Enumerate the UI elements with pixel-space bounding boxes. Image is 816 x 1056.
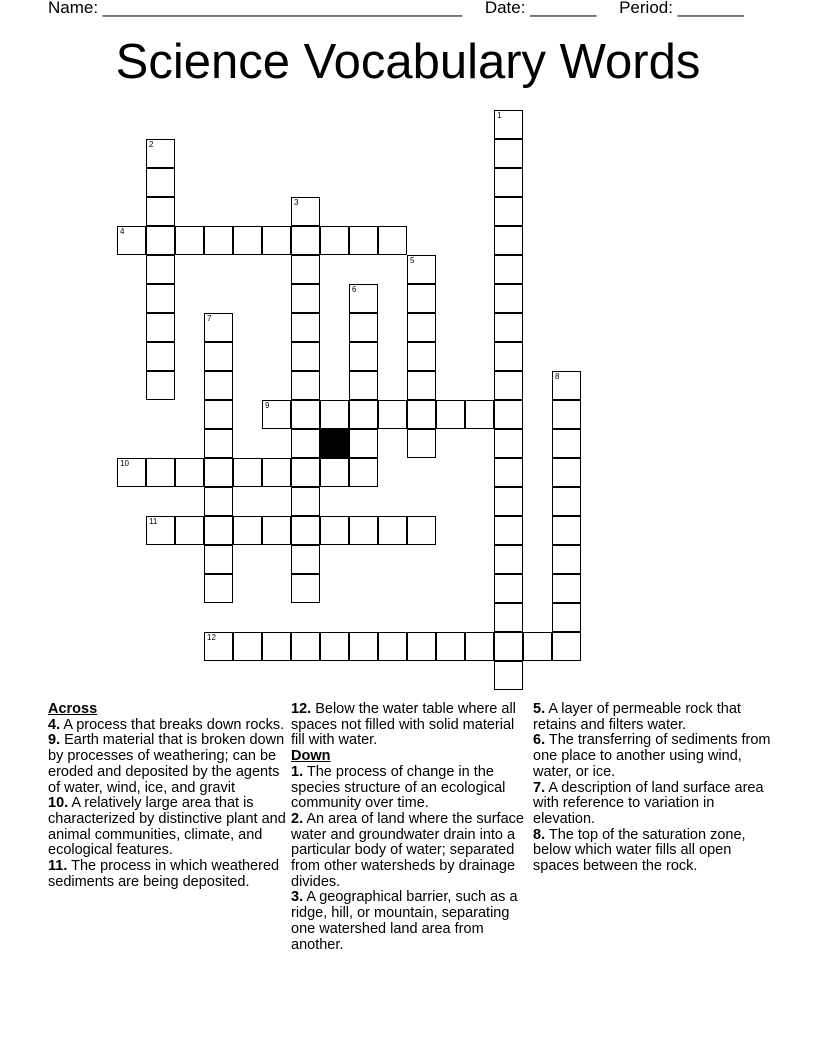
grid-cell[interactable] — [291, 342, 320, 371]
grid-cell[interactable] — [407, 313, 436, 342]
grid-cell[interactable] — [494, 197, 523, 226]
page-title: Science Vocabulary Words — [115, 35, 701, 89]
grid-cell[interactable] — [146, 226, 175, 255]
grid-cell[interactable] — [494, 487, 523, 516]
grid-cell[interactable] — [262, 226, 291, 255]
grid-cell[interactable] — [146, 168, 175, 197]
grid-cell[interactable] — [146, 516, 175, 545]
grid-cell[interactable] — [291, 371, 320, 400]
grid-cell[interactable] — [407, 255, 436, 284]
grid-cell[interactable] — [349, 342, 378, 371]
grid-cell[interactable] — [436, 400, 465, 429]
grid-cell[interactable] — [349, 226, 378, 255]
grid-cell[interactable] — [552, 371, 581, 400]
grid-cell[interactable] — [494, 342, 523, 371]
grid-cell[interactable] — [494, 429, 523, 458]
grid-cell[interactable] — [494, 574, 523, 603]
grid-cell[interactable] — [175, 516, 204, 545]
grid-cell[interactable] — [291, 313, 320, 342]
grid-cell[interactable] — [494, 110, 523, 139]
clue-down-6: 6. The transferring of sediments from one place to another using wind, water, or ice. — [533, 732, 771, 780]
across-heading: Across — [48, 701, 98, 717]
grid-cell[interactable] — [291, 255, 320, 284]
grid-cell[interactable] — [262, 458, 291, 487]
grid-cell[interactable] — [349, 371, 378, 400]
grid-cell[interactable] — [349, 284, 378, 313]
grid-cell[interactable] — [349, 632, 378, 661]
cell-number: 2 — [149, 140, 154, 149]
clue-down-5: 5. A layer of permeable rock that retains and filters water. — [533, 701, 741, 733]
grid-cell[interactable] — [204, 400, 233, 429]
grid-cell[interactable] — [233, 226, 262, 255]
grid-cell[interactable] — [204, 371, 233, 400]
grid-cell[interactable] — [117, 226, 146, 255]
grid-cell[interactable] — [552, 603, 581, 632]
grid-cell[interactable] — [291, 545, 320, 574]
cell-number: 6 — [352, 285, 357, 294]
clue-column-1 — [48, 702, 286, 890]
grid-cell[interactable] — [436, 632, 465, 661]
grid-cell[interactable] — [349, 429, 378, 458]
clue-down-8: 8. The top of the saturation zone, below which water fills all open spaces between the rock. — [533, 826, 746, 875]
grid-cell[interactable] — [291, 226, 320, 255]
grid-cell[interactable] — [146, 342, 175, 371]
grid-cell[interactable] — [494, 284, 523, 313]
grid-cell[interactable] — [146, 197, 175, 226]
grid-cell[interactable] — [320, 632, 349, 661]
grid-cell[interactable] — [378, 226, 407, 255]
grid-cell[interactable] — [204, 458, 233, 487]
grid-cell[interactable] — [407, 342, 436, 371]
grid-cell[interactable] — [291, 400, 320, 429]
clue-column-2 — [291, 702, 529, 953]
grid-cell[interactable] — [407, 429, 436, 458]
grid-cell[interactable] — [204, 313, 233, 342]
grid-cell[interactable] — [291, 197, 320, 226]
grid-cell[interactable] — [204, 632, 233, 661]
grid-cell[interactable] — [117, 458, 146, 487]
grid-cell[interactable] — [494, 400, 523, 429]
grid-cell[interactable] — [291, 516, 320, 545]
period-field-label: Period: _______ — [619, 0, 744, 17]
clue-across-9: 9. Earth material that is broken down by processes of weathering; can be eroded and deposited by the agents of water, wind, ice, and gravit — [48, 732, 285, 796]
grid-cell[interactable] — [204, 342, 233, 371]
grid-cell[interactable] — [291, 458, 320, 487]
grid-cell[interactable] — [349, 516, 378, 545]
grid-cell[interactable] — [146, 284, 175, 313]
grid-cell[interactable] — [291, 429, 320, 458]
grid-cell[interactable] — [378, 400, 407, 429]
grid-cell[interactable] — [146, 371, 175, 400]
grid-cell[interactable] — [407, 371, 436, 400]
grid-cell[interactable] — [465, 632, 494, 661]
clue-across-10: 10. A relatively large area that is characterized by distinctive plant and animal communities, climate, and ecological features. — [48, 795, 286, 859]
clue-across-4: 4. A process that breaks down rocks. — [48, 716, 285, 733]
blocked-cell — [320, 429, 349, 458]
grid-cell[interactable] — [552, 574, 581, 603]
grid-cell[interactable] — [494, 603, 523, 632]
cell-number: 11 — [149, 517, 158, 526]
grid-cell[interactable] — [320, 516, 349, 545]
cell-number: 7 — [207, 314, 212, 323]
clue-across-11: 11. The process in which weathered sediments are being deposited. — [48, 858, 280, 890]
cell-number: 3 — [294, 198, 299, 207]
cell-number: 9 — [265, 401, 270, 410]
grid-cell[interactable] — [349, 313, 378, 342]
grid-cell[interactable] — [146, 458, 175, 487]
grid-cell[interactable] — [204, 545, 233, 574]
grid-cell[interactable] — [494, 139, 523, 168]
grid-cell[interactable] — [233, 458, 262, 487]
clue-down-2: 2. An area of land where the surface water and groundwater drain into a particular body of water; separated from other watersheds by drainage divides. — [291, 810, 524, 890]
grid-cell[interactable] — [291, 574, 320, 603]
grid-cell[interactable] — [175, 458, 204, 487]
grid-cell[interactable] — [204, 429, 233, 458]
clue-column-3 — [533, 702, 771, 875]
grid-cell[interactable] — [262, 516, 291, 545]
grid-cell[interactable] — [494, 313, 523, 342]
grid-cell[interactable] — [552, 516, 581, 545]
grid-cell[interactable] — [465, 400, 494, 429]
grid-cell[interactable] — [233, 516, 262, 545]
grid-cell[interactable] — [494, 371, 523, 400]
grid-cell[interactable] — [262, 632, 291, 661]
cell-number: 4 — [120, 227, 125, 236]
grid-cell[interactable] — [552, 429, 581, 458]
grid-cell[interactable] — [494, 632, 523, 661]
grid-cell[interactable] — [291, 284, 320, 313]
grid-cell[interactable] — [146, 255, 175, 284]
clue-across-12: 12. Below the water table where all spaces not filled with solid material fill with water. — [291, 701, 516, 749]
down-heading: Down — [291, 748, 331, 765]
grid-cell[interactable] — [175, 226, 204, 255]
grid-cell[interactable] — [494, 458, 523, 487]
grid-cell[interactable] — [494, 516, 523, 545]
grid-cell[interactable] — [291, 487, 320, 516]
grid-cell[interactable] — [494, 545, 523, 574]
grid-cell[interactable] — [407, 516, 436, 545]
cell-number: 8 — [555, 372, 560, 381]
grid-cell[interactable] — [407, 632, 436, 661]
grid-cell[interactable] — [552, 400, 581, 429]
grid-cell[interactable] — [552, 487, 581, 516]
date-field-label: Date: _______ — [484, 0, 597, 17]
grid-cell[interactable] — [146, 139, 175, 168]
grid-cell[interactable] — [204, 487, 233, 516]
clue-down-1: 1. The process of change in the species structure of an ecological community over time. — [291, 763, 506, 812]
grid-cell[interactable] — [320, 458, 349, 487]
grid-cell[interactable] — [407, 284, 436, 313]
grid-cell[interactable] — [523, 632, 552, 661]
grid-cell[interactable] — [378, 516, 407, 545]
clue-down-7: 7. A description of land surface area with reference to variation in elevation. — [533, 779, 764, 827]
grid-cell[interactable] — [320, 400, 349, 429]
grid-cell[interactable] — [494, 168, 523, 197]
grid-cell[interactable] — [552, 458, 581, 487]
grid-cell[interactable] — [204, 516, 233, 545]
grid-cell[interactable] — [349, 400, 378, 429]
grid-cell[interactable] — [233, 632, 262, 661]
grid-cell[interactable] — [494, 255, 523, 284]
grid-cell[interactable] — [204, 226, 233, 255]
grid-cell[interactable] — [262, 400, 291, 429]
cell-number: 10 — [120, 459, 129, 468]
cell-number: 5 — [410, 256, 415, 265]
grid-cell[interactable] — [146, 313, 175, 342]
grid-cell[interactable] — [320, 226, 349, 255]
clue-down-3: 3. A geographical barrier, such as a ridge, hill, or mountain, separating one watershed land area from another. — [291, 889, 518, 953]
grid-cell[interactable] — [378, 632, 407, 661]
grid-cell[interactable] — [204, 574, 233, 603]
grid-cell[interactable] — [552, 632, 581, 661]
grid-cell[interactable] — [407, 400, 436, 429]
grid-cell[interactable] — [291, 632, 320, 661]
name-field-label: Name: ______________________________________ — [48, 0, 463, 17]
grid-cell[interactable] — [494, 226, 523, 255]
cell-number: 12 — [207, 633, 216, 642]
grid-cell[interactable] — [552, 545, 581, 574]
cell-number: 1 — [497, 111, 502, 120]
grid-cell[interactable] — [349, 458, 378, 487]
grid-cell[interactable] — [494, 661, 523, 690]
